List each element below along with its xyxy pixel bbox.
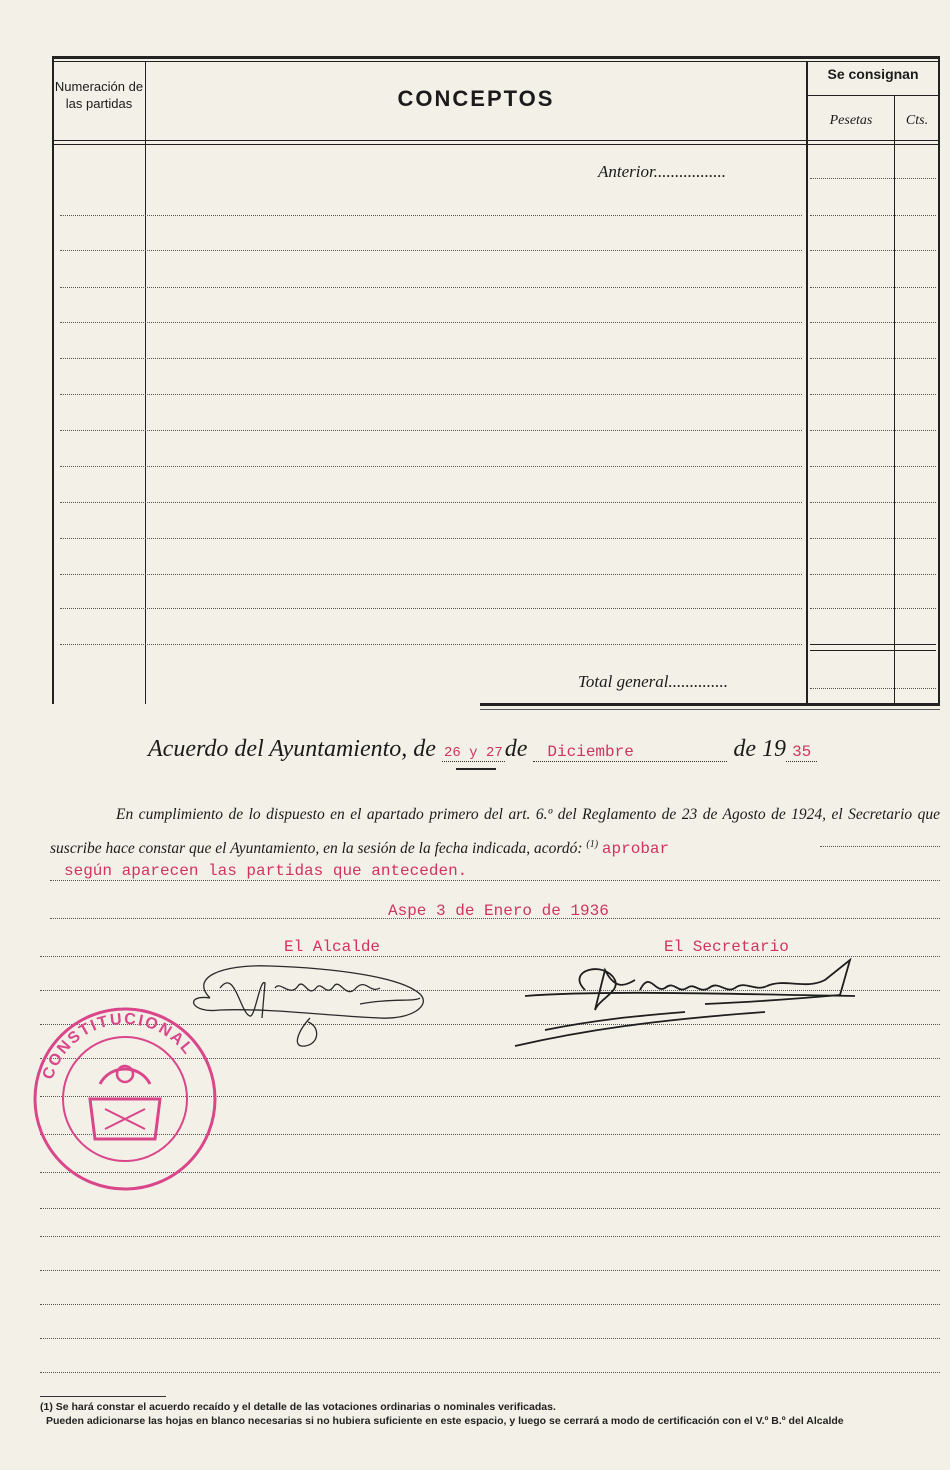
col-cts-header: Cts.	[905, 113, 929, 128]
col-numeracion-header: Numeración de las partidas	[54, 79, 144, 111]
typed-resolution-2: según aparecen las partidas que anteceden.	[64, 862, 468, 880]
col-se-consignan-header: Se consignan	[827, 66, 919, 82]
body-paragraph: En cumplimiento de lo dispuesto en el apartado primero del art. 6.º del Reglamento de 23 de Agosto de 1924, el Secretario que suscribe hace constar que el Ayuntamiento, en la sesión de la fecha indicada, acordó: $^{(1)}$ aprobar	[50, 806, 940, 859]
acuerdo-month: Diciembre	[533, 743, 727, 762]
footnote-line-1: (1) Se hará constar el acuerdo recaído y el detalle de las votaciones ordinarias o nominales verificadas.	[40, 1401, 556, 1413]
footnote-line-2: Pueden adicionarse las hojas en blanco necesarias si no hubiera suficiente en este espacio, y luego se cerrará a modo de certificación con el V.º B.º del Alcalde	[46, 1415, 844, 1427]
secretario-signature	[505, 950, 865, 1054]
acuerdo-year: 35	[786, 743, 817, 762]
secretario-label: El Secretario	[664, 938, 789, 956]
alcalde-label: El Alcalde	[284, 938, 381, 956]
acuerdo-day: 26 y 27	[443, 745, 503, 761]
place-date: Aspe 3 de Enero de 1936	[388, 902, 609, 920]
row-anterior-label: Anterior.................	[598, 162, 726, 181]
col-pesetas-header: Pesetas	[829, 113, 873, 128]
acuerdo-line: Acuerdo del Ayuntamiento, de 26 y 27de Diciembre de 19 35	[148, 736, 817, 763]
col-conceptos-header: CONCEPTOS	[397, 86, 555, 111]
typed-resolution-1: aprobar	[601, 840, 670, 859]
municipal-seal	[30, 1004, 220, 1194]
row-total-label: Total general..............	[578, 672, 729, 691]
svg-text:CONSTITUCIONAL: CONSTITUCIONAL	[39, 1010, 198, 1082]
